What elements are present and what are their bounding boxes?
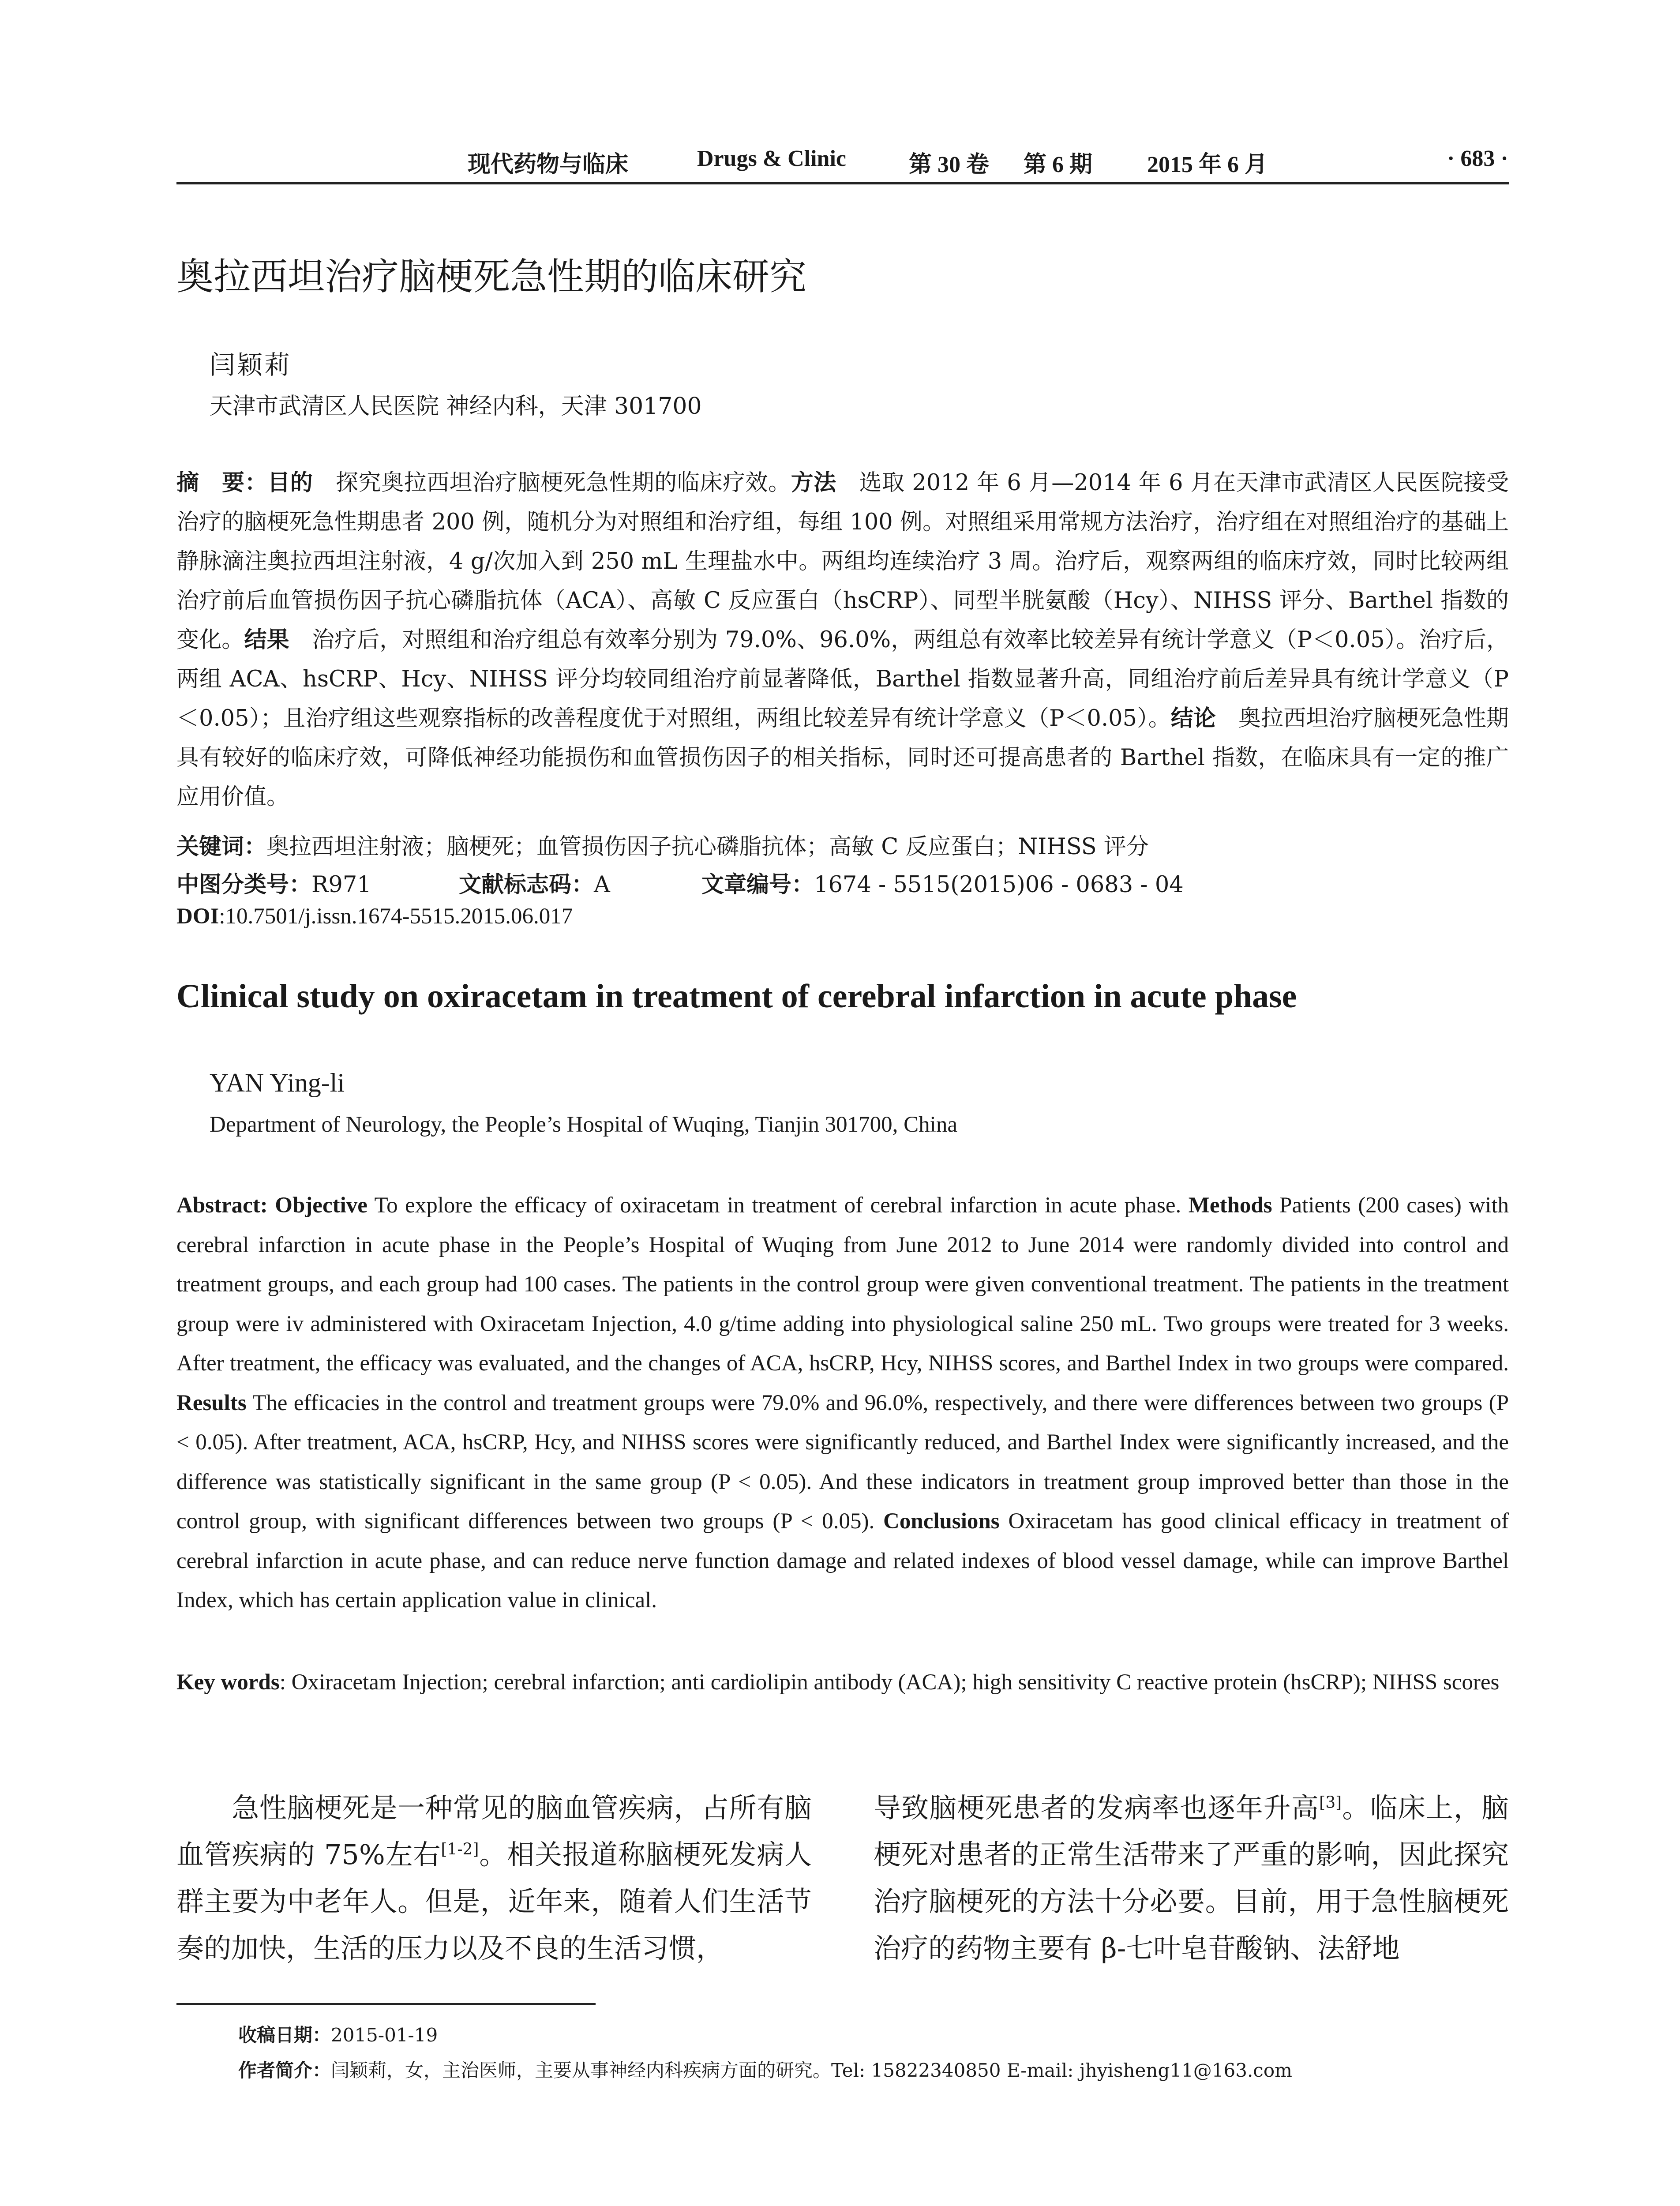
received-date: [238, 2021, 438, 2047]
doi-value: :10.7501/j.issn.1674-5515.2015.06.017: [219, 904, 573, 929]
clc-value: R971: [311, 872, 371, 898]
abstract-cn: [176, 463, 1509, 817]
keywords-en-label: Key words: [176, 1670, 280, 1695]
keywords-cn-label: 关键词：: [176, 834, 267, 860]
journal-name-cn: 现代药物与临床: [468, 152, 629, 177]
objective-cn: 探究奥拉西坦治疗脑梗死急性期的临床疗效。: [313, 470, 791, 496]
keywords-cn-text: 奥拉西坦注射液；脑梗死；血管损伤因子抗心磷脂抗体；高敏 C 反应蛋白；NIHSS 评分: [266, 834, 1149, 860]
methods-cn: 选取 2012 年 6 月—2014 年 6 月在天津市武清区人民医院接受治疗的脑梗死急性期患者 200 例，随机分为对照组和治疗组，每组 100 例。对照组采用常规方法治疗，治疗组在对照组治疗的基础上静脉滴注奥拉西坦注射液，4 g/次加入到 250 mL 生理盐水中。两组均连续治疗 3 周。治疗后，观察两组的临床疗效，同时比较两组治疗前后血管损伤因子抗心磷脂抗体（ACA）、高敏 C 反应蛋白（hsCRP）、同型半胱氨酸（Hcy）、NIHSS 评分、Barthel 指数的变化。: [176, 470, 1509, 653]
article-number-value: 1674 - 5515(2015)06 - 0683 - 04: [814, 872, 1184, 898]
body-column-left: [176, 1785, 812, 1972]
methods-en: Patients (200 cases) with cerebral infarction in acute phase in the People’s Hospital of Wuqing from June 2012 to June 2014 were randomly divided into control and treatment groups, and each group had 100 cases. The patients in the control group were given conventional treatment. The patients in the treatment group were iv administered with Oxiracetam Injection, 4.0 g/time adding into physiological saline 250 mL. Two groups were treated for 3 weeks. After treatment, the efficacy was evaluated, and the changes of ACA, hsCRP, Hcy, NIHSS scores, and Barthel Index in two groups were compared.: [176, 1193, 1509, 1376]
author-bio-text: 闫颖莉，女，主治医师，主要从事神经内科疾病方面的研究。Tel: 15822340850 E-mail: jhyisheng11@163.com: [331, 2060, 1292, 2081]
issue: 第 6 期: [1024, 152, 1093, 177]
abstract-cn-label: 摘 要：: [176, 470, 268, 496]
title-en: Clinical study on oxiracetam in treatment of cerebral infarction in acute phase: [176, 978, 1297, 1015]
body-text: 急性脑梗死是一种常见的脑血管疾病，占所有脑血管疾病的 75%左右: [176, 1792, 812, 1871]
doi: [176, 904, 573, 929]
page-number: · 683 ·: [1447, 146, 1508, 171]
clc-label: 中图分类号：: [176, 872, 312, 898]
keywords-en-text: : Oxiracetam Injection; cerebral infarction; anti cardiolipin antibody (ACA); high sensitivity C reactive protein (hsCRP); NIHSS scores: [279, 1670, 1500, 1695]
abstract-en: [176, 1186, 1509, 1621]
document-code: [459, 866, 610, 899]
author-bio: [238, 2056, 1292, 2082]
results-cn: 治疗后，对照组和治疗组总有效率分别为 79.0%、96.0%，两组总有效率比较差异有统计学意义（P＜0.05）。治疗后，两组 ACA、hsCRP、Hcy、NIHSS 评分均较同组治疗前显著降低，Barthel 指数显著升高，同组治疗前后差异具有统计学意义（P＜0.05）；且治疗组这些观察指标的改善程度优于对照组，两组比较差异有统计学意义（P＜0.05）。: [176, 627, 1509, 732]
body-text: 。临床上，脑梗死对患者的正常生活带来了严重的影响，因此探究治疗脑梗死的方法十分必要。目前，用于急性脑梗死治疗的药物主要有 β-七叶皂苷酸钠、法舒地: [874, 1792, 1509, 1964]
affiliation-cn: 天津市武清区人民医院 神经内科，天津 301700: [210, 393, 702, 420]
running-header: [176, 141, 1509, 184]
results-cn-label: 结果: [244, 627, 289, 653]
body-paragraph: [176, 1785, 812, 1972]
issue-date: 2015 年 6 月: [1147, 152, 1268, 177]
objective-en: To explore the efficacy of oxiracetam in treatment of cerebral infarction in acute phase.: [367, 1193, 1189, 1218]
title-cn: 奥拉西坦治疗脑梗死急性期的临床研究: [176, 255, 807, 298]
body-text: 。相关报道称脑梗死发病人群主要为中老年人。但是，近年来，随着人们生活节奏的加快，生活的压力以及不良的生活习惯，: [176, 1838, 812, 1964]
keywords-cn: [176, 828, 1149, 861]
citation-ref: [3]: [1319, 1793, 1342, 1812]
document-code-value: A: [594, 872, 610, 898]
received-label: 收稿日期：: [238, 2024, 331, 2046]
conclusions-en: Oxiracetam has good clinical efficacy in treatment of cerebral infarction in acute phase, and can reduce nerve function damage and related indexes of blood vessel damage, while can improve Barthel Index, which has certain application value in clinical.: [176, 1509, 1509, 1613]
keywords-en: [176, 1663, 1509, 1702]
journal-name-en: Drugs & Clinic: [697, 146, 846, 171]
methods-en-label: Methods: [1188, 1193, 1272, 1218]
body-text: 导致脑梗死患者的发病率也逐年升高: [874, 1792, 1320, 1824]
clc-number: [176, 866, 371, 899]
objective-cn-label: 目的: [267, 470, 313, 496]
document-code-label: 文献标志码：: [459, 872, 594, 898]
doi-label: DOI: [176, 904, 219, 929]
received-value: 2015-01-19: [331, 2024, 438, 2046]
abstract-en-label: Abstract: Objective: [176, 1193, 368, 1218]
conclusions-en-label: Conclusions: [883, 1509, 1000, 1534]
conclusion-cn: 奥拉西坦治疗脑梗死急性期具有较好的临床疗效，可降低神经功能损伤和血管损伤因子的相关指标，同时还可提高患者的 Barthel 指数，在临床具有一定的推广应用价值。: [176, 705, 1509, 810]
article-number-label: 文章编号：: [701, 872, 814, 898]
body-paragraph: [874, 1785, 1509, 1972]
footnote-divider: [176, 2003, 596, 2005]
methods-cn-label: 方法: [791, 470, 836, 496]
body-column-right: [874, 1785, 1509, 1972]
results-en: The efficacies in the control and treatment groups were 79.0% and 96.0%, respectively, and there were differences between two groups (P < 0.05). After treatment, ACA, hsCRP, Hcy, and NIHSS scores were significantly reduced, and Barthel Index were significantly increased, and the difference was statistically significant in the same group (P < 0.05). And these indicators in treatment group improved better than those in the control group, with significant differences between two groups (P < 0.05).: [176, 1390, 1509, 1534]
article-number: [701, 866, 1184, 899]
results-en-label: Results: [176, 1390, 247, 1415]
author-en: YAN Ying-li: [210, 1068, 345, 1097]
conclusion-cn-label: 结论: [1170, 705, 1216, 732]
author-bio-label: 作者简介：: [238, 2060, 331, 2081]
citation-ref: [1-2]: [441, 1840, 479, 1859]
author-cn: 闫颖莉: [210, 350, 292, 380]
volume: 第 30 卷: [909, 152, 990, 177]
affiliation-en: Department of Neurology, the People’s Hospital of Wuqing, Tianjin 301700, China: [210, 1112, 957, 1137]
